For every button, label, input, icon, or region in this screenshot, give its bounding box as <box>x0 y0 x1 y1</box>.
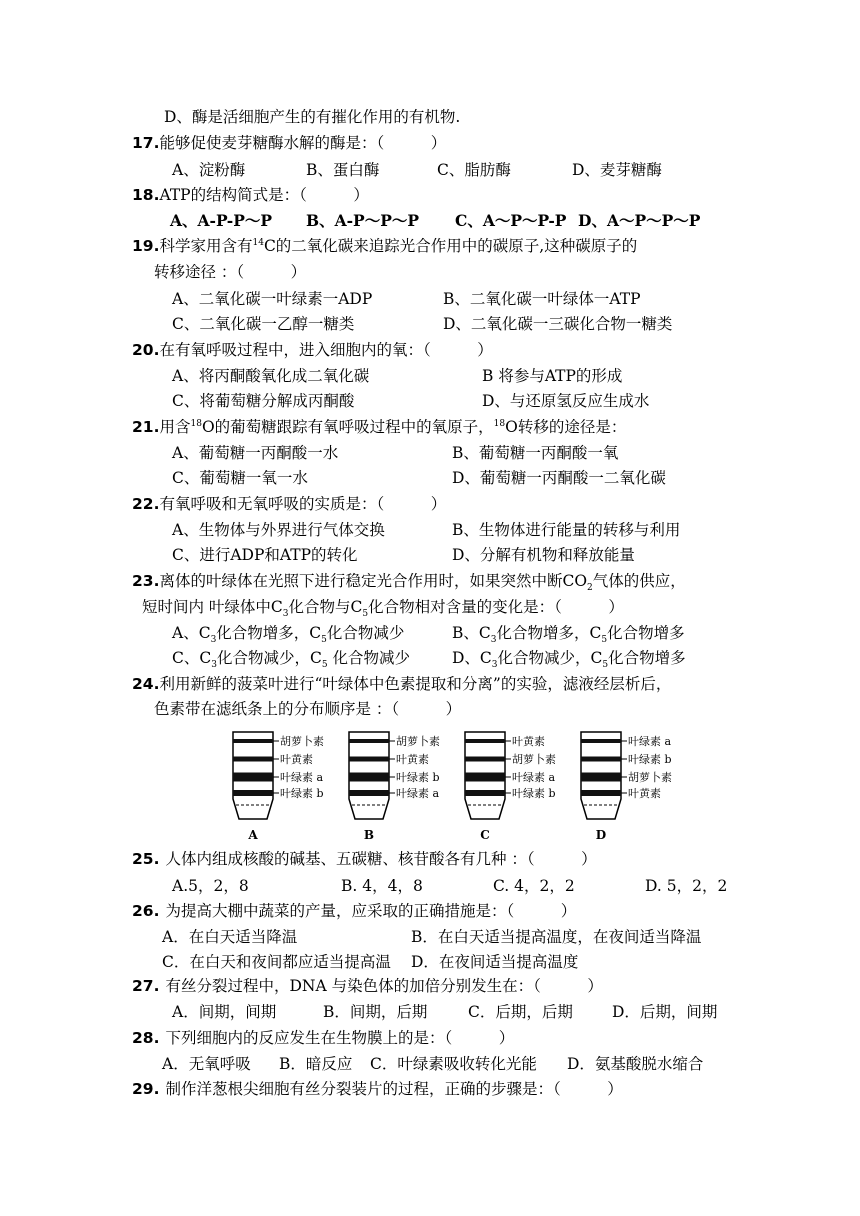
q23-b-mid: 化合物增多，C <box>496 624 602 642</box>
strip-b-label-4: 叶绿素 a <box>396 787 440 800</box>
q16-option-d: D、酶是活细胞产生的有摧化作用的有机物. <box>164 108 461 126</box>
q23-c-sub5: 5 <box>321 660 328 671</box>
strip-c-label-1: 叶黄素 <box>512 735 545 748</box>
q26-number: 26. <box>132 902 160 920</box>
q23-option-c <box>172 647 410 669</box>
strip-d-letter: D <box>595 828 607 842</box>
strip-d-band-1 <box>581 739 621 743</box>
q28-option-a: A．无氧呼吸 <box>162 1055 251 1073</box>
q23-option-d <box>452 647 686 669</box>
q20-option-c: C、将葡萄糖分解成丙酮酸 <box>172 392 355 410</box>
q23-a-sub5: 5 <box>321 635 327 646</box>
q23-stem2-mid: 化合物与C <box>288 598 363 616</box>
strip-c-label-2: 胡萝卜素 <box>512 753 556 766</box>
q22-option-b: B、生物体进行能量的转移与利用 <box>452 521 681 539</box>
q22-stem-text: 有氧呼吸和无氧呼吸的实质是：（ ） <box>159 495 447 513</box>
q25-option-a: A.5，2，8 <box>172 877 249 895</box>
q23-b-post: 化合物增多 <box>607 624 685 642</box>
q18-stem <box>132 184 369 206</box>
q21-isotope-18a: 18 <box>190 418 202 429</box>
strip-c-band-1 <box>465 739 505 743</box>
q23-number: 23. <box>132 572 160 590</box>
q19-option-b: B、二氧化碳一叶绿体一ATP <box>443 290 641 308</box>
q23-stem2-pre: 短时间内 叶绿体中C <box>142 598 283 616</box>
q21-stem <box>132 416 626 438</box>
q20-stem-text: 在有氧呼吸过程中，进入细胞内的氧：（ ） <box>159 341 493 359</box>
q23-b-pre: B、C <box>452 624 491 642</box>
q23-d-mid: 化合物减少，C <box>497 649 603 667</box>
q17-stem <box>132 132 446 154</box>
strip-a-label-2: 叶黄素 <box>280 753 313 766</box>
q22-number: 22. <box>132 495 160 513</box>
q17-option-d: D、麦芽糖酶 <box>572 161 662 179</box>
q23-d-post: 化合物增多 <box>608 649 686 667</box>
q19-number: 19. <box>132 237 160 255</box>
q21-isotope-18b: 18 <box>493 418 506 429</box>
q23-option-b <box>452 622 685 644</box>
q23-c5-subscript: 5 <box>362 609 369 620</box>
q23-stem-post: 气体的供应， <box>592 572 686 590</box>
q23-d-sub3: 3 <box>491 660 498 671</box>
q28-number: 28. <box>132 1029 160 1047</box>
q23-stem2-post: 化合物相对含量的变化是：（ ） <box>368 598 624 616</box>
q28-stem <box>132 1027 514 1049</box>
q23-c-sub3: 3 <box>211 660 217 671</box>
strip-a-band-1 <box>233 739 273 743</box>
q27-number: 27. <box>132 977 160 995</box>
q22-option-a: A、生物体与外界进行气体交换 <box>172 521 385 539</box>
q26-option-c: C．在白天和夜间都应适当提高温 <box>162 953 391 971</box>
q18-option-d: D、A～P～P～P <box>578 211 701 230</box>
strip-d-band-2 <box>581 757 621 762</box>
strip-b-band-2 <box>349 757 389 762</box>
q23-d-sub5: 5 <box>602 660 609 671</box>
q23-stem <box>132 570 686 592</box>
strip-a-letter: A <box>248 828 258 842</box>
q23-stem-pre: 离体的叶绿体在光照下进行稳定光合作用时，如果突然中断CO <box>159 572 588 590</box>
q24-stem-line2: 色素带在滤纸条上的分布顺序是 ：（ ） <box>154 700 462 718</box>
q24-stem <box>132 673 671 695</box>
q18-stem-text: ATP的结构简式是：（ ） <box>159 186 369 204</box>
q23-a-mid: 化合物增多，C <box>216 624 322 642</box>
strip-d-label-2: 叶绿素 b <box>628 753 672 766</box>
q23-c3-subscript: 3 <box>282 609 289 620</box>
q17-option-b: B、蛋白酶 <box>306 161 380 179</box>
q23-c-post: 化合物减少 <box>327 649 411 667</box>
q18-option-a: A、A-P-P～P <box>170 211 273 230</box>
q18-number: 18. <box>132 186 160 204</box>
q25-number: 25. <box>132 850 160 868</box>
strip-b-label-3: 叶绿素 b <box>396 771 440 784</box>
strip-b-band-4 <box>349 790 389 796</box>
q20-option-a: A、将丙酮酸氧化成二氧化碳 <box>172 367 370 385</box>
strip-d-label-1: 叶绿素 a <box>628 735 672 748</box>
q29-stem-text: 制作洋葱根尖细胞有丝分裂装片的过程，正确的步骤是：（ ） <box>165 1080 623 1098</box>
q18-option-c: C、A～P～P-P <box>455 211 567 230</box>
q21-number: 21. <box>132 418 160 436</box>
q23-b-sub5: 5 <box>601 635 608 646</box>
q23-a-pre: A、C <box>172 624 211 642</box>
strip-c-label-3: 叶绿素 a <box>512 771 556 784</box>
q29-stem <box>132 1078 623 1100</box>
q23-option-a <box>172 622 404 644</box>
q28-option-d: D．氨基酸脱水缩合 <box>567 1055 704 1073</box>
q26-stem <box>132 900 576 922</box>
q23-b-sub3: 3 <box>490 635 497 646</box>
strip-a-label-1: 胡萝卜素 <box>280 735 324 748</box>
q21-option-d: D、葡萄糖一丙酮酸一二氧化碳 <box>452 469 666 487</box>
strip-c-band-3 <box>465 773 505 782</box>
q27-option-b: B．间期，后期 <box>323 1003 428 1021</box>
q20-option-b: B 将参与ATP的形成 <box>482 367 623 385</box>
strip-c-label-4: 叶绿素 b <box>512 787 556 800</box>
strip-b-letter: B <box>363 828 375 842</box>
q17-option-c: C、脂肪酶 <box>437 161 511 179</box>
strip-a-band-2 <box>233 757 273 762</box>
q19-option-c: C、二氧化碳一乙醇一糖类 <box>172 315 355 333</box>
q18-option-b: B、A-P～P～P <box>306 211 420 230</box>
q25-option-c: C. 4，2，2 <box>493 877 575 895</box>
q21-stem-post: O转移的途径是： <box>505 418 627 436</box>
q21-option-a: A、葡萄糖一丙酮酸一水 <box>172 444 339 462</box>
q21-stem-mid: O的葡萄糖跟踪有氧呼吸过程中的氧原子， <box>201 418 494 436</box>
q27-option-d: D．后期，间期 <box>612 1003 718 1021</box>
q23-co2-subscript: 2 <box>587 583 593 594</box>
q23-a-post: 化合物减少 <box>326 624 405 642</box>
strip-a-label-3: 叶绿素 a <box>280 771 324 784</box>
strip-d-band-3 <box>581 773 621 782</box>
q19-stem <box>132 235 637 257</box>
strip-b-band-3 <box>349 773 389 782</box>
q23-c-mid: 化合物减少，C <box>216 649 322 667</box>
q29-number: 29. <box>132 1080 160 1098</box>
q23-d-pre: D、C <box>452 649 492 667</box>
q28-option-b: B．暗反应 <box>279 1055 353 1073</box>
q20-number: 20. <box>132 341 160 359</box>
q23-stem-line2 <box>142 596 624 618</box>
q19-option-a: A、二氧化碳一叶绿素一ADP <box>172 290 373 308</box>
q25-stem-text: 人体内组成核酸的碱基、五碳糖、核苷酸各有几种 ：（ ） <box>165 850 597 868</box>
strip-c-band-4 <box>465 790 505 796</box>
q24-number: 24. <box>132 675 160 693</box>
q27-option-c: C．后期，后期 <box>468 1003 573 1021</box>
q19-option-d: D、二氧化碳一三碳化合物一糖类 <box>443 315 673 333</box>
q25-stem <box>132 848 597 870</box>
q17-option-a: A、淀粉酶 <box>172 161 246 179</box>
q23-a-sub3: 3 <box>210 635 217 646</box>
q27-stem-text: 有丝分裂过程中，DNA 与染色体的加倍分别发生在：（ ） <box>165 977 603 995</box>
strip-c-letter: C <box>480 828 490 842</box>
strip-c-band-2 <box>465 757 505 762</box>
q26-option-b: B．在白天适当提高温度，在夜间适当降温 <box>411 928 702 946</box>
q27-option-a: A．间期，间期 <box>172 1003 277 1021</box>
q27-stem <box>132 975 603 997</box>
q21-option-c: C、葡萄糖一氧一水 <box>172 469 308 487</box>
q19-stem-pre: 科学家用含有 <box>159 237 253 255</box>
q22-option-d: D、分解有机物和释放能量 <box>452 546 635 564</box>
q17-number: 17. <box>132 134 160 152</box>
q21-stem-pre: 用含 <box>159 418 191 436</box>
q23-c-pre: C、C <box>172 649 212 667</box>
q21-option-b: B、葡萄糖一丙酮酸一氧 <box>452 444 619 462</box>
strip-a-label-4: 叶绿素 b <box>280 787 324 800</box>
strip-a-band-4 <box>233 790 273 796</box>
chromatography-strips-figure <box>228 729 748 844</box>
q24-stem-text: 利用新鲜的菠菜叶进行“叶绿体中色素提取和分离”的实验，滤液经层析后， <box>159 675 672 693</box>
strip-b-label-2: 叶黄素 <box>396 753 429 766</box>
strip-b-band-1 <box>349 739 389 743</box>
q17-stem-text: 能够促使麦芽糖酶水解的酶是：（ ） <box>159 134 447 152</box>
q22-stem <box>132 493 446 515</box>
q19-isotope-14: 14 <box>252 237 264 248</box>
q22-option-c: C、进行ADP和ATP的转化 <box>172 546 358 564</box>
q19-stem-line2: 转移途径 ：（ ） <box>154 263 307 281</box>
q20-stem <box>132 339 493 361</box>
q19-stem-post: C的二氧化碳来追踪光合作用中的碳原子,这种碳原子的 <box>263 237 638 255</box>
strip-d-band-4 <box>581 790 621 796</box>
strip-b-label-1: 胡萝卜素 <box>396 735 440 748</box>
q26-stem-text: 为提高大棚中蔬菜的产量，应采取的正确措施是：（ ） <box>165 902 577 920</box>
q28-stem-text: 下列细胞内的反应发生在生物膜上的是：（ ） <box>165 1029 515 1047</box>
strip-a-band-3 <box>233 773 273 782</box>
q20-option-d: D、与还原氢反应生成水 <box>482 392 650 410</box>
q25-option-b: B. 4，4，8 <box>341 877 423 895</box>
strip-d-label-4: 叶黄素 <box>628 787 661 800</box>
q25-option-d: D. 5，2，2 <box>645 877 728 895</box>
strip-d-label-3: 胡萝卜素 <box>628 771 672 784</box>
q26-option-a: A．在白天适当降温 <box>162 928 298 946</box>
q26-option-d: D．在夜间适当提高温度 <box>411 953 579 971</box>
q28-option-c: C．叶绿素吸收转化光能 <box>370 1055 537 1073</box>
